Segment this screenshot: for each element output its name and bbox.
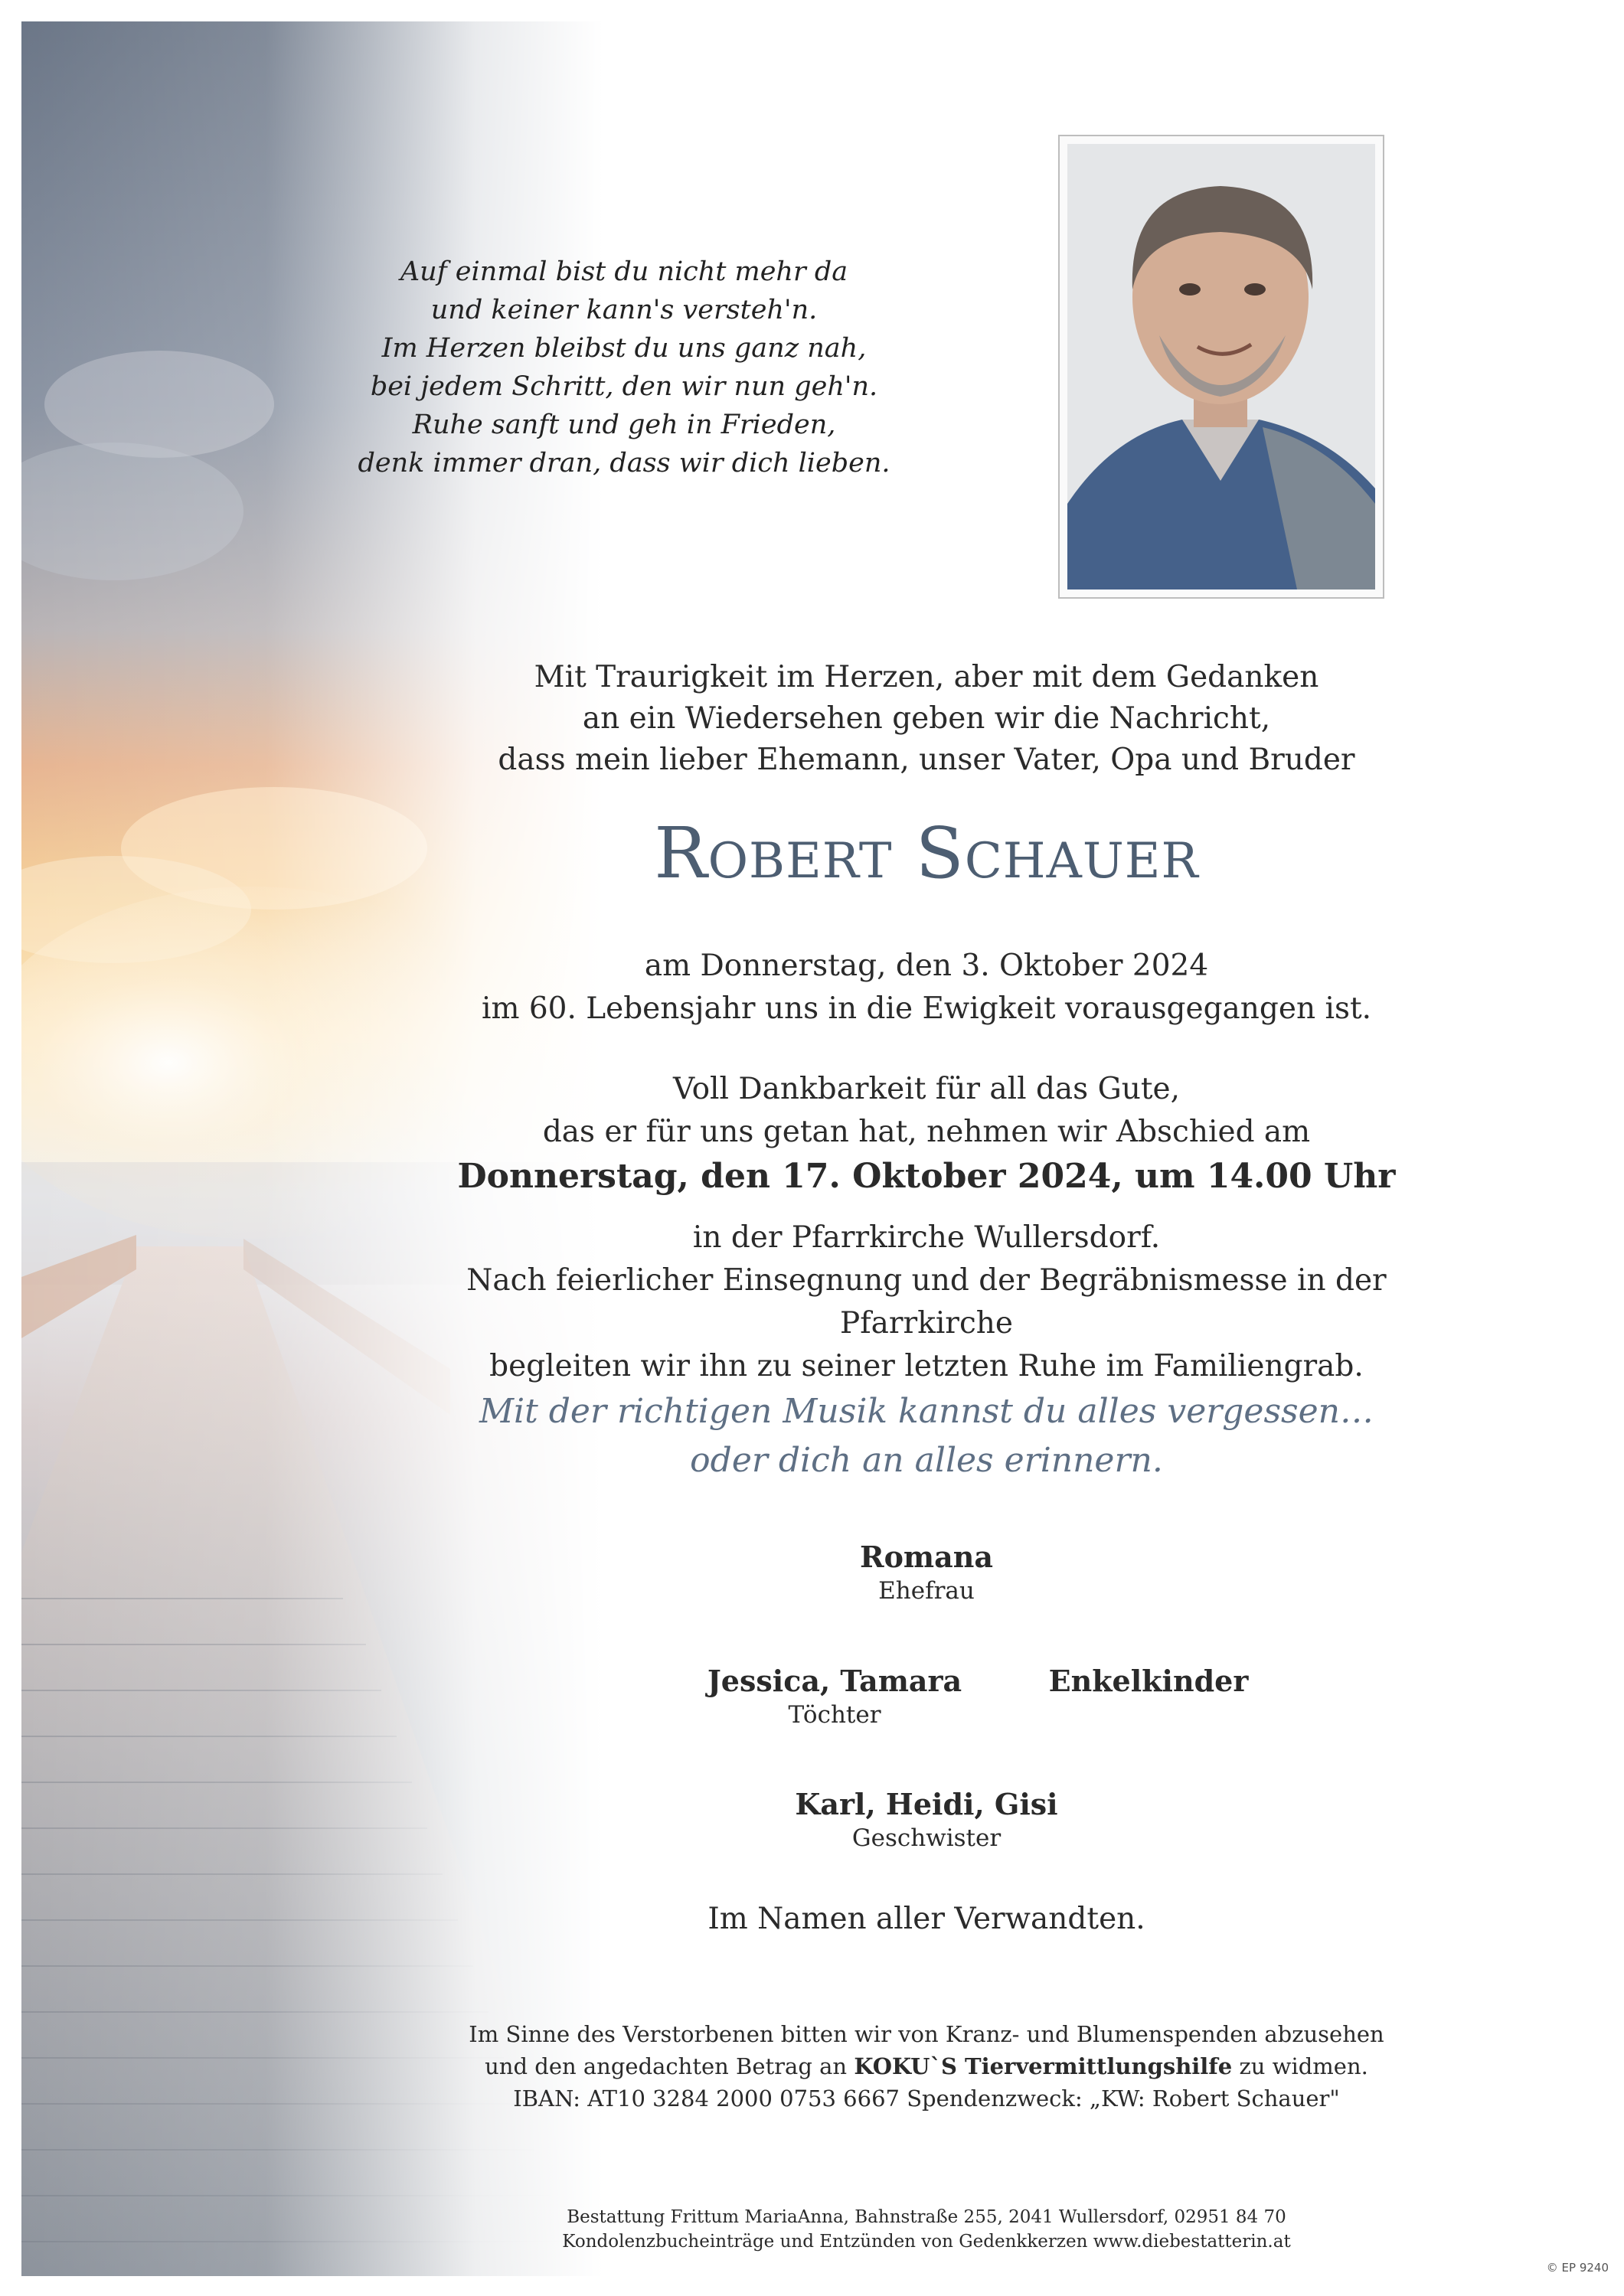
memorial-quote — [383, 1387, 1470, 1485]
footer-line: Bestattung Frittum MariaAnna, Bahnstraße 255, 2041 Wullersdorf, 02951 84 70 — [567, 2207, 1286, 2227]
farewell-line: Voll Dankbarkeit für all das Gute, — [672, 1072, 1181, 1106]
daughters-name: Jessica, Tamara — [707, 1664, 962, 1698]
footer-line: Kondolenzbucheinträge und Entzünden von Gedenkkerzen www.diebestatterin.at — [562, 2232, 1291, 2252]
family-grandchildren — [995, 1663, 1302, 1700]
funeral-location — [383, 1217, 1470, 1388]
template-code: © EP 9240 — [1546, 2261, 1609, 2275]
siblings-role: Geschwister — [851, 1824, 1002, 1852]
poem-line: Im Herzen bleibst du uns ganz nah, — [381, 333, 867, 364]
daughters-role: Töchter — [788, 1701, 881, 1729]
donation-text: zu widmen. — [1232, 2053, 1368, 2079]
location-line: in der Pfarrkirche Wullersdorf. — [692, 1220, 1161, 1255]
family-siblings — [383, 1786, 1470, 1853]
location-line: Nach feierlicher Einsegnung und der Begräbnismesse in der Pfarrkirche — [466, 1263, 1387, 1341]
grandchildren-label: Enkelkinder — [1048, 1664, 1249, 1698]
death-line: im 60. Lebensjahr uns in die Ewigkeit vorausgegangen ist. — [481, 991, 1372, 1026]
deceased-name: Robert Schauer — [654, 812, 1199, 894]
spouse-name: Romana — [859, 1540, 993, 1574]
donation-request — [383, 2018, 1470, 2115]
donation-iban: IBAN: AT10 3284 2000 0753 6667 Spendenzweck: „KW: Robert Schauer" — [513, 2085, 1340, 2111]
poem-line: denk immer dran, dass wir dich lieben. — [358, 448, 890, 478]
donation-recipient: KOKU`S Tiervermittlungshilfe — [854, 2053, 1233, 2079]
poem-line: Ruhe sanft und geh in Frieden, — [412, 410, 836, 440]
undertaker-footer — [383, 2205, 1470, 2254]
farewell-text — [383, 1068, 1470, 1154]
funeral-date: Donnerstag, den 17. Oktober 2024, um 14.00 Uhr — [457, 1157, 1396, 1196]
siblings-name: Karl, Heidi, Gisi — [795, 1787, 1058, 1821]
poem-line: Auf einmal bist du nicht mehr da — [400, 256, 848, 287]
donation-line: Im Sinne des Verstorbenen bitten wir von Kranz- und Blumenspenden abzusehen — [469, 2021, 1384, 2047]
death-line: am Donnerstag, den 3. Oktober 2024 — [644, 949, 1209, 983]
intro-line: dass mein lieber Ehemann, unser Vater, Opa und Bruder — [498, 743, 1355, 777]
closing-line: Im Namen aller Verwandten. — [707, 1902, 1145, 1936]
family-daughters — [674, 1663, 995, 1730]
spouse-role: Ehefrau — [878, 1577, 975, 1605]
memorial-poem — [184, 253, 1064, 482]
poem-line: bei jedem Schritt, den wir nun geh'n. — [370, 371, 878, 402]
intro-line: an ein Wiedersehen geben wir die Nachricht, — [582, 701, 1271, 736]
location-line: begleiten wir ihn zu seiner letzten Ruhe im Familiengrab. — [489, 1349, 1364, 1383]
intro-line: Mit Traurigkeit im Herzen, aber mit dem Gedanken — [534, 660, 1319, 694]
family-spouse — [383, 1539, 1470, 1606]
donation-line — [383, 2050, 1470, 2082]
quote-line: Mit der richtigen Musik kannst du alles vergessen… — [479, 1392, 1374, 1431]
donation-text: und den angedachten Betrag an — [485, 2053, 854, 2079]
farewell-line: das er für uns getan hat, nehmen wir Abschied am — [542, 1115, 1311, 1149]
announcement-intro — [383, 657, 1470, 781]
poem-line: und keiner kann's versteh'n. — [430, 295, 818, 325]
death-details — [383, 945, 1470, 1030]
portrait-photo — [1058, 135, 1384, 599]
quote-line: oder dich an alles erinnern. — [690, 1441, 1163, 1480]
